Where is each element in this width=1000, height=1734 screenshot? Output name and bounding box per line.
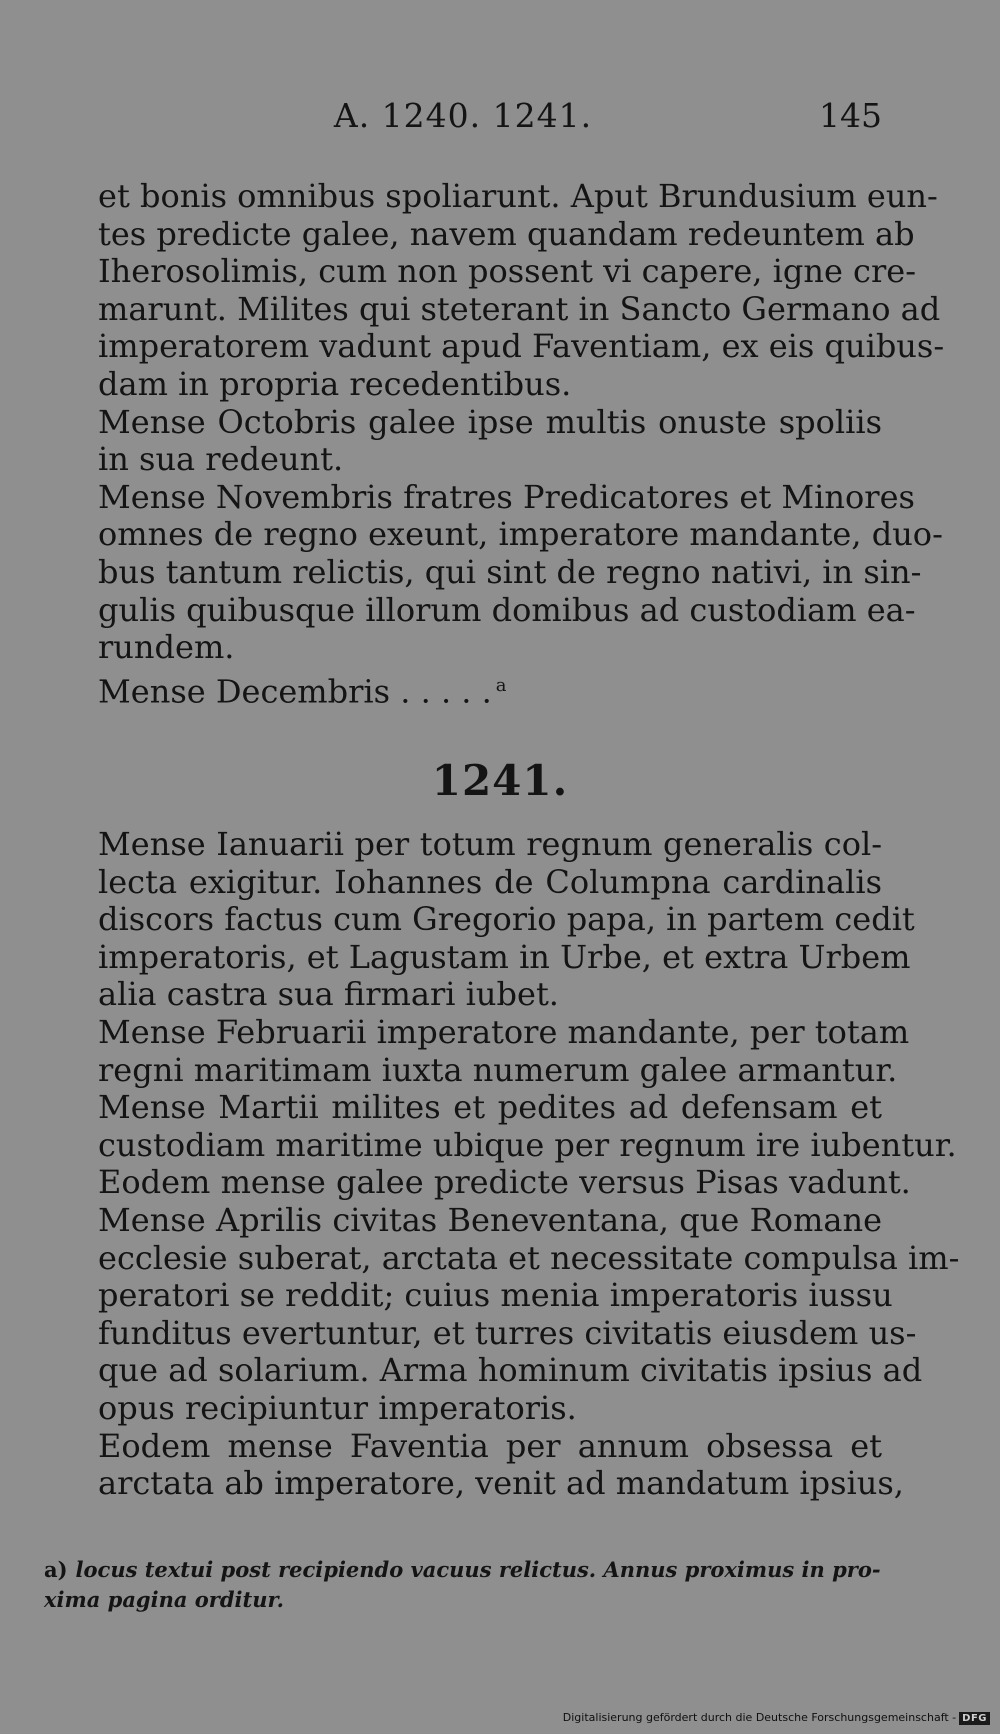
text-line: rundem. bbox=[98, 628, 235, 667]
paragraph bbox=[44, 667, 882, 711]
text-line: Mense Aprilis civitas Beneventana, que Romane bbox=[98, 1200, 882, 1239]
footnote-label: a) bbox=[44, 1557, 68, 1582]
paragraph bbox=[44, 1163, 911, 1202]
text-line: opus recipiuntur imperatoris. bbox=[98, 1388, 577, 1427]
text-line: marunt. Milites qui steterant in Sancto Germano ad bbox=[98, 289, 941, 328]
text-line: que ad solarium. Arma hominum civitatis ipsius ad bbox=[98, 1351, 923, 1390]
text-line: Mense Martii milites et pedites ad defensam et bbox=[98, 1088, 882, 1127]
text-line: discors factus cum Gregorio papa, in partem cedit bbox=[98, 900, 915, 939]
running-head: A. 1240. 1241. bbox=[333, 96, 593, 135]
text-line: peratori se reddit; cuius menia imperatoris iussu bbox=[98, 1276, 893, 1315]
footnote-marker: a bbox=[495, 674, 507, 696]
text-line: lecta exigitur. Iohannes de Columpna cardinalis bbox=[98, 862, 882, 901]
digitization-credit bbox=[563, 1711, 990, 1725]
footnote bbox=[44, 1555, 882, 1615]
text-line: funditus evertuntur, et turres civitatis eiusdem us- bbox=[98, 1313, 917, 1352]
text-line: arctata ab imperatore, venit ad mandatum ipsius, bbox=[98, 1464, 904, 1503]
paragraph bbox=[44, 1012, 910, 1089]
text-line: dam in propria recedentibus. bbox=[98, 364, 572, 403]
text-line: imperatorem vadunt apud Faventiam, ex eis quibus- bbox=[98, 327, 945, 366]
text-line: in sua redeunt. bbox=[98, 440, 344, 479]
text-line: Eodem mense Faventia per annum obsessa et bbox=[98, 1426, 882, 1465]
dfg-logo: DFG bbox=[959, 1712, 990, 1725]
paragraph bbox=[44, 477, 943, 667]
paragraph bbox=[44, 1088, 957, 1164]
text-line: bus tantum relictis, qui sint de regno nativi, in sin- bbox=[98, 552, 922, 591]
text-line: custodiam maritime ubique per regnum ire iubentur. bbox=[98, 1125, 957, 1164]
text-block-1240 bbox=[44, 177, 945, 711]
text-line: imperatoris, et Lagustam in Urbe, et extra Urbem bbox=[98, 937, 911, 976]
text-line: Mense Novembris fratres Predicatores et Minores bbox=[98, 477, 915, 516]
footnote-line: locus textui post recipiendo vacuus relictus. Annus proximus in pro- bbox=[75, 1557, 881, 1582]
footnote-line: xima pagina orditur. bbox=[44, 1587, 284, 1612]
text-line: Mense Octobris galee ipse multis onuste spoliis bbox=[98, 402, 882, 441]
text-line: Eodem mense galee predicte versus Pisas vadunt. bbox=[98, 1163, 911, 1202]
year-heading: 1241. bbox=[431, 756, 569, 805]
paragraph bbox=[44, 404, 882, 479]
text-line: Iherosolimis, cum non possent vi capere, igne cre- bbox=[98, 252, 917, 291]
paragraph bbox=[44, 825, 915, 1014]
text-line: Mense Decembris . . . . . bbox=[98, 672, 492, 711]
text-line: Mense Februarii imperatore mandante, per totam bbox=[98, 1012, 910, 1051]
text-line: tes predicte galee, navem quandam redeuntem ab bbox=[98, 214, 915, 253]
text-block-1241 bbox=[44, 825, 960, 1503]
page-header bbox=[44, 96, 882, 146]
text-line: ecclesie suberat, arctata et necessitate compulsa im- bbox=[98, 1238, 960, 1277]
credit-text: Digitalisierung gefördert durch die Deutsche Forschungsgemeinschaft - bbox=[562, 1711, 957, 1724]
text-line: regni maritimam iuxta numerum galee armantur. bbox=[98, 1050, 898, 1089]
paragraph bbox=[44, 1200, 960, 1428]
paragraph bbox=[44, 177, 945, 404]
text-line: Mense Ianuarii per totum regnum generalis col- bbox=[98, 825, 882, 863]
text-line: gulis quibusque illorum domibus ad custodiam ea- bbox=[98, 590, 916, 629]
text-line: alia castra sua firmari iubet. bbox=[98, 975, 559, 1014]
text-line: et bonis omnibus spoliarunt. Aput Brundusium eun- bbox=[98, 177, 938, 215]
paragraph bbox=[44, 1426, 904, 1503]
page-number: 145 bbox=[819, 96, 882, 135]
text-line: omnes de regno exeunt, imperatore mandante, duo- bbox=[98, 515, 943, 554]
